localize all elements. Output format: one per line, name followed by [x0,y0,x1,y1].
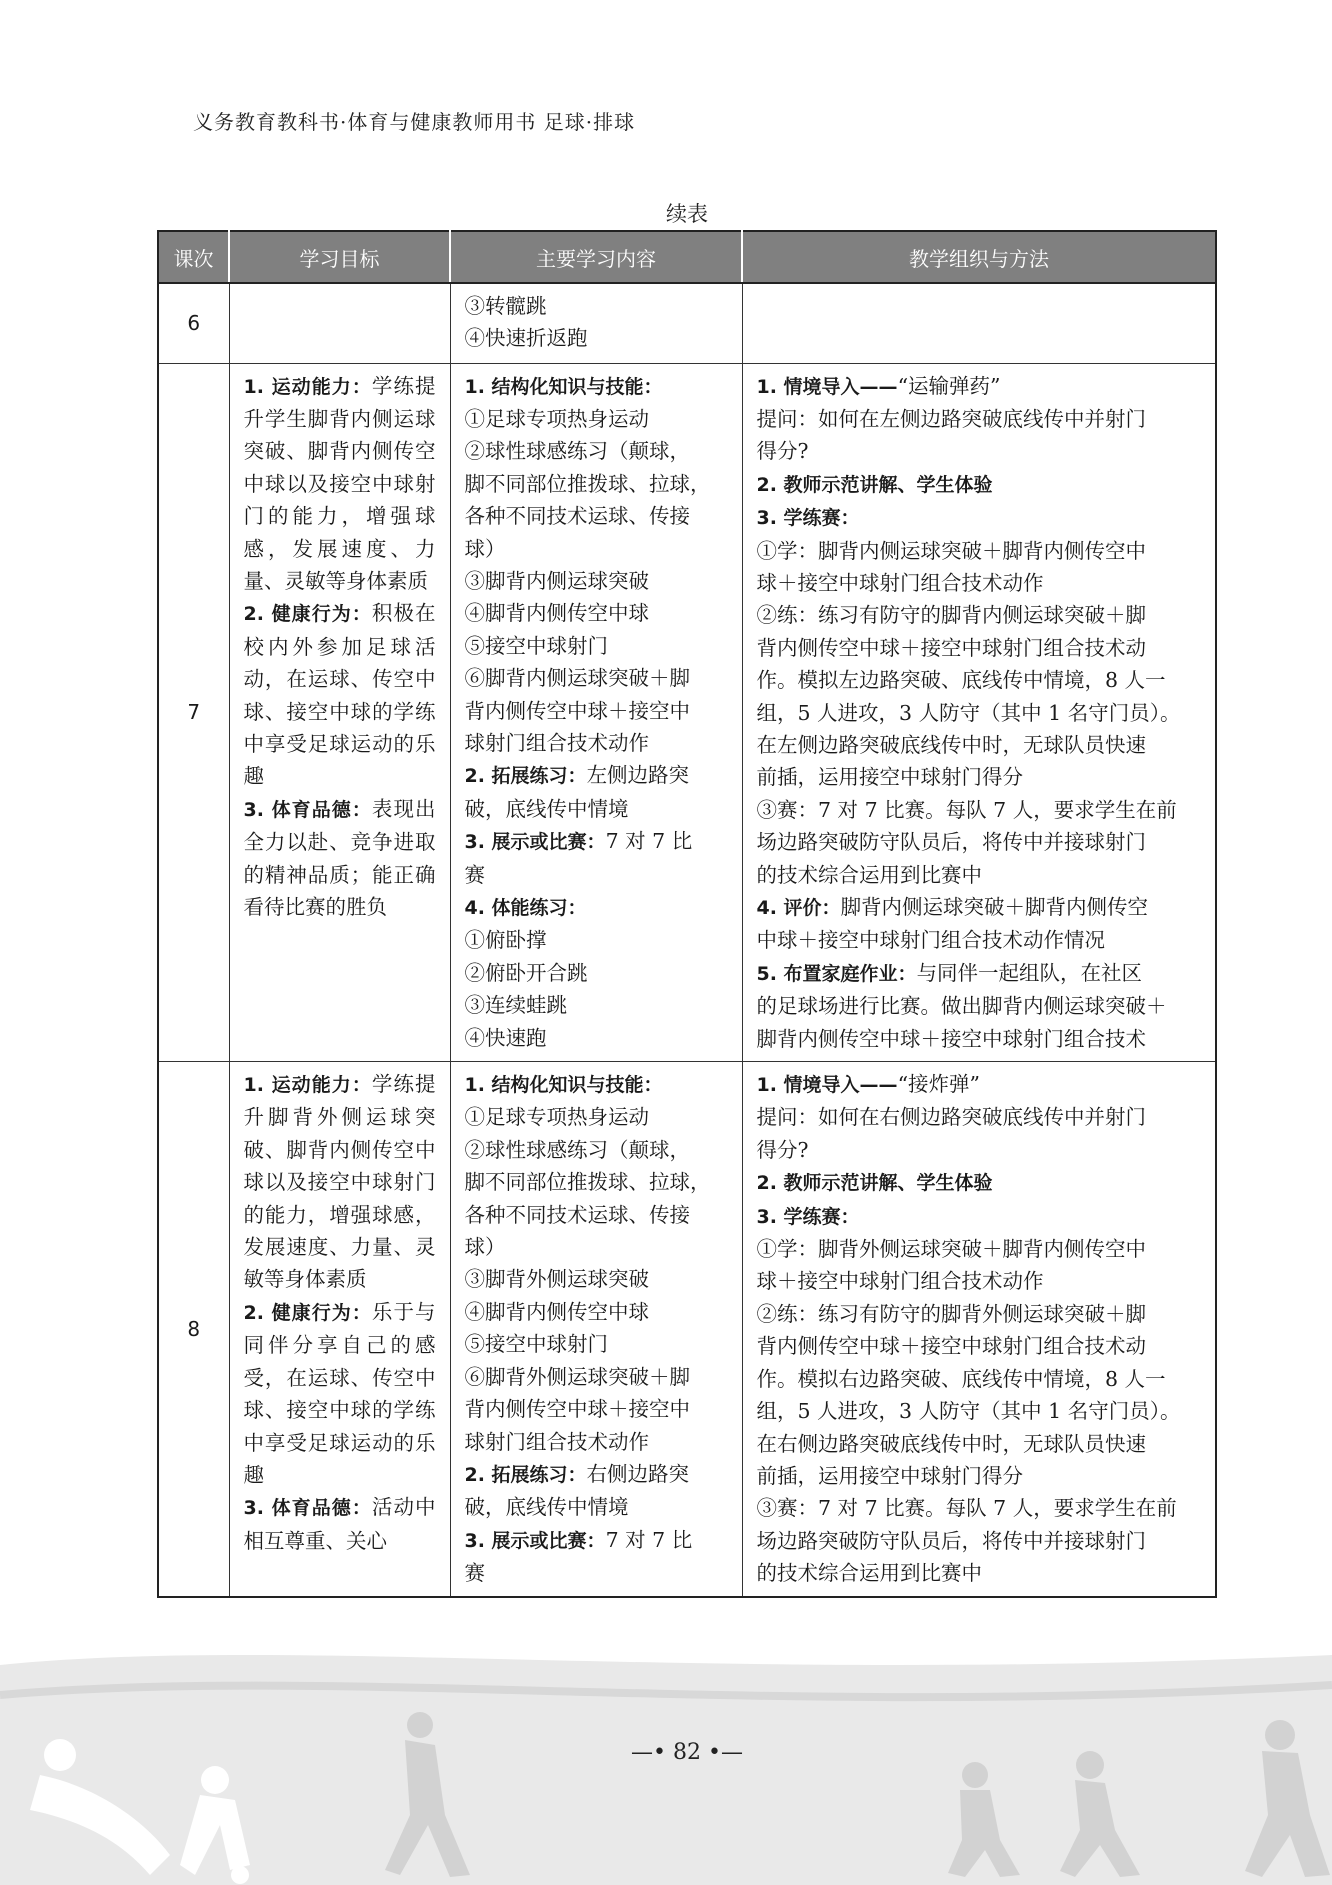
content-line [465,989,728,1021]
page-number-value: 82 [673,1740,701,1765]
content-line-text: ④脚背内侧传空中球 [464,601,649,626]
method-line-text: 在左侧边路突破底线传中时，无球队员快速 [756,732,1146,757]
method-line-text: 得分? [756,1137,809,1162]
content-line-heading: 4. 体能练习： [464,897,587,919]
teaching-methods-cell [742,363,1216,1062]
content-line: ③转髋跳 [464,294,547,318]
method-line [757,990,1202,1022]
method-line [757,697,1202,729]
content-line-text: 各种不同技术运球、传接 [464,504,690,529]
method-line [757,403,1202,435]
col-header-methods: 教学组织与方法 [742,231,1216,283]
goal-heading: 1. 运动能力： [243,1074,372,1097]
method-line [757,1330,1202,1362]
content-line-heading: 1. 结构化知识与技能： [464,375,663,398]
method-line [757,1200,1202,1233]
goal-heading: 3. 体育品德： [243,798,372,821]
content-line [465,662,728,694]
lesson-plan-table [157,230,1217,1598]
method-line [757,370,1202,403]
method-line-text: ①学：脚背外侧运球突破＋脚背内侧传空中 [756,1237,1146,1262]
method-line [757,1525,1202,1557]
method-line-heading: 2. 教师示范讲解、学生体验 [756,473,993,496]
content-line-text: ④快速跑 [464,1025,547,1050]
method-line-text: 脚背内侧传空中球＋接空中球射门组合技术 [756,1026,1146,1051]
method-line-text: 作。模拟左边路突破、底线传中情境，8 人一 [756,668,1166,693]
goal-item [244,370,436,598]
content-line [465,403,728,435]
method-line [757,1023,1202,1055]
goal-heading: 2. 健康行为： [243,603,372,626]
method-line [757,567,1202,599]
content-line-text: 球射门组合技术动作 [464,730,649,755]
content-line [465,727,728,759]
goal-item [244,1296,436,1491]
method-line-text: 的技术综合运用到比赛中 [756,862,982,887]
content-line-text: ④脚背内侧传空中球 [464,1299,649,1324]
method-line-text: 中球＋接空中球射门组合技术动作情况 [756,928,1105,953]
method-line [757,761,1202,793]
page-number-dash-right: •— [708,1740,743,1765]
method-line [757,1395,1202,1427]
learning-goals-cell [229,283,450,363]
method-line [757,1166,1202,1199]
content-line [465,1134,728,1166]
content-line-text: ③脚背外侧运球突破 [464,1267,649,1292]
content-line-text: ③连续蛙跳 [464,993,567,1018]
lesson-number-cell: 6 [158,283,229,363]
content-line-text: 背内侧传空中球＋接空中 [464,698,690,723]
content-line [465,859,728,891]
method-line [757,924,1202,956]
content-line [465,1296,728,1328]
content-line-text: 各种不同技术运球、传接 [464,1202,690,1227]
method-line [757,859,1202,891]
goal-text: 积极在校内外参加足球活动，在运球、传空中球、接空中球的学练中享受足球运动的乐趣 [243,601,436,789]
content-line [465,468,728,500]
content-line-text: 脚不同部位推拨球、拉球， [464,471,711,496]
content-line [465,630,728,662]
content-line [465,759,728,792]
learning-content-cell [450,283,742,363]
content-line-text: ⑥脚背内侧运球突破＋脚 [464,666,690,691]
method-line-heading: 1. 情境导入—— [756,1074,898,1097]
content-line-text: ①足球专项热身运动 [464,1105,649,1130]
content-line-heading: 1. 结构化知识与技能： [464,1074,663,1097]
method-line [757,1298,1202,1330]
method-line [757,1460,1202,1492]
method-line-heading: 5. 布置家庭作业： [756,962,917,985]
method-line [757,1134,1202,1166]
content-line-text: 7 对 7 比 [605,1527,693,1552]
method-line [757,1363,1202,1395]
method-line [757,535,1202,567]
content-line-text: ②俯卧开合跳 [464,960,588,985]
content-line [465,597,728,629]
table-header-row [158,231,1216,283]
content-line-text: 右侧边路突 [586,1461,690,1486]
goal-text: 学练提升脚背外侧运球突破、脚背内侧传空中球以及接空中球射门的能力，增强球感，发展速度、力量、灵敏等身体素质 [243,1072,436,1292]
method-line-text: ③赛：7 对 7 比赛。每队 7 人，要求学生在前 [756,1496,1177,1521]
col-header-lesson: 课次 [158,231,229,283]
content-line [465,435,728,467]
method-line-heading: 1. 情境导入—— [756,375,898,398]
method-line [757,599,1202,631]
content-line [465,1068,728,1101]
method-line-text: 作。模拟右边路突破、底线传中情境，8 人一 [756,1366,1166,1391]
learning-content-cell [450,363,742,1062]
content-line-text: 赛 [464,862,485,887]
method-line [757,1428,1202,1460]
method-line [757,501,1202,534]
method-line [757,1101,1202,1133]
content-line-text: 左侧边路突 [586,763,690,788]
method-line-text: 与同伴一起组队，在社区 [916,960,1143,985]
page-number-dash-left: —• [631,1740,666,1765]
method-line-text: 在右侧边路突破底线传中时，无球队员快速 [756,1431,1146,1456]
content-line [465,1393,728,1425]
content-line-text: ⑤接空中球射门 [464,633,608,658]
content-line [465,957,728,989]
content-line-text: ②球性球感练习（颠球， [464,1137,690,1162]
method-line-text: 得分? [756,439,809,464]
content-line-heading: 3. 展示或比赛： [464,831,606,854]
content-line-text: 7 对 7 比 [605,829,693,854]
method-line-text: ③赛：7 对 7 比赛。每队 7 人，要求学生在前 [756,797,1177,822]
content-line-text: ⑤接空中球射门 [464,1332,608,1357]
content-line-text: ⑥脚背外侧运球突破＋脚 [464,1364,690,1389]
table-row-lesson-8 [158,1062,1216,1597]
method-line [757,826,1202,858]
method-line-heading: 4. 评价： [756,897,841,919]
content-line-text: ①足球专项热身运动 [464,406,649,431]
content-line-text: ②球性球感练习（颠球， [464,439,690,464]
content-line [465,1491,728,1523]
method-line [757,957,1202,990]
method-line [757,794,1202,826]
content-line [465,1199,728,1231]
method-line-text: 组，5 人进攻，3 人防守（其中 1 名守门员）。 [756,700,1181,725]
col-header-content: 主要学习内容 [450,231,742,283]
method-line [757,891,1202,924]
method-line [757,435,1202,467]
method-line [757,1492,1202,1524]
method-line-heading: 3. 学练赛： [756,507,860,530]
page-number [0,1740,1332,1765]
lesson-number-cell: 7 [158,363,229,1062]
method-line-text: 球＋接空中球射门组合技术动作 [756,1269,1044,1294]
content-line [465,1524,728,1557]
method-line-text: 场边路突破防守队员后，将传中并接球射门 [756,1528,1146,1553]
method-line-text: 组，5 人进攻，3 人防守（其中 1 名守门员）。 [756,1399,1181,1424]
goal-item [244,1068,436,1296]
method-line-text: 前插，运用接空中球射门得分 [756,1463,1023,1488]
col-header-goals: 学习目标 [229,231,450,283]
running-header: 义务教育教科书·体育与健康教师用书 足球·排球 [193,110,636,134]
content-line-text: 球） [464,536,506,561]
content-line [465,565,728,597]
content-line-heading: 2. 拓展练习： [464,765,587,788]
content-line [465,1166,728,1198]
content-line-text: 背内侧传空中球＋接空中 [464,1397,690,1422]
table-row-lesson-6 [158,283,1216,363]
content-line-text: 赛 [464,1561,485,1586]
method-line-text: 的足球场进行比赛。做出脚背内侧运球突破＋ [756,994,1167,1019]
content-line [465,370,728,403]
method-line [757,664,1202,696]
method-line-text: 球＋接空中球射门组合技术动作 [756,570,1044,595]
content-line-text: ③脚背内侧运球突破 [464,568,649,593]
content-line-text: 球射门组合技术动作 [464,1429,649,1454]
method-line-text: 提问：如何在右侧边路突破底线传中并射门 [756,1105,1146,1130]
method-line-text: 的技术综合运用到比赛中 [756,1561,982,1586]
lesson-number-cell: 8 [158,1062,229,1597]
content-line [465,924,728,956]
teaching-methods-cell [742,283,1216,363]
method-line-text: 脚背内侧运球突破＋脚背内侧传空 [840,895,1149,919]
learning-goals-cell [229,363,450,1062]
goal-heading: 2. 健康行为： [243,1301,372,1324]
goal-item [244,597,436,792]
method-line-heading: 3. 学练赛： [756,1205,860,1228]
learning-content-cell [450,1062,742,1597]
goal-text: 学练提升学生脚背内侧运球突破、脚背内侧传空中球以及接空中球射门的能力，增强球感，发展速度、力量、灵敏等身体素质 [243,373,436,593]
content-line [465,1231,728,1263]
method-line [757,632,1202,664]
method-line-text: 提问：如何在左侧边路突破底线传中并射门 [756,406,1146,431]
method-line [757,1557,1202,1589]
content-line [465,1022,728,1054]
method-line-text: “接炸弹” [897,1072,981,1097]
method-line [757,468,1202,501]
content-line [465,891,728,924]
content-line [465,1263,728,1295]
goal-heading: 1. 运动能力： [243,375,372,398]
goal-item [244,793,436,924]
method-line-text: 背内侧传空中球＋接空中球射门组合技术动 [756,1334,1146,1359]
goal-text: 乐于与同伴分享自己的感受，在运球、传空中球、接空中球的学练中享受足球运动的乐趣 [243,1299,436,1487]
goal-text: 表现出全力以赴、竞争进取的精神品质；能正确看待比赛的胜负 [243,796,436,919]
method-line-text: “运输弹药” [897,373,1001,398]
content-line [465,1101,728,1133]
content-line-text: 破，底线传中情境 [464,1495,629,1520]
method-line [757,1265,1202,1297]
content-line [465,1426,728,1458]
content-line [465,533,728,565]
table-caption: 续表 [666,202,708,226]
goal-text: 活动中相互尊重、关心 [243,1495,436,1553]
content-line-heading: 2. 拓展练习： [464,1463,587,1486]
content-line: ④快速折返跑 [464,326,588,351]
content-line-text: 破，底线传中情境 [464,796,629,821]
content-line-text: ①俯卧撑 [464,928,547,953]
method-line-heading: 2. 教师示范讲解、学生体验 [756,1172,993,1195]
teaching-methods-cell [742,1062,1216,1597]
content-line [465,500,728,532]
content-line [465,1328,728,1360]
goal-heading: 3. 体育品德： [243,1497,372,1520]
table-row-lesson-7 [158,363,1216,1062]
method-line [757,729,1202,761]
content-line-text: 球） [464,1235,506,1260]
method-line-text: ②练：练习有防守的脚背外侧运球突破＋脚 [756,1301,1146,1326]
content-line-heading: 3. 展示或比赛： [464,1529,606,1552]
content-line [465,793,728,825]
method-line-text: ②练：练习有防守的脚背内侧运球突破＋脚 [756,603,1146,628]
content-line [465,1361,728,1393]
method-line-text: 背内侧传空中球＋接空中球射门组合技术动 [756,635,1146,660]
method-line [757,1233,1202,1265]
content-line [465,825,728,858]
method-line-text: ①学：脚背内侧运球突破＋脚背内侧传空中 [756,538,1146,563]
method-line-text: 场边路突破防守队员后，将传中并接球射门 [756,830,1146,855]
content-line-text: 脚不同部位推拨球、拉球， [464,1170,711,1195]
method-line-text: 前插，运用接空中球射门得分 [756,765,1023,790]
goal-item [244,1491,436,1557]
method-line [757,1068,1202,1101]
content-line [465,1458,728,1491]
content-line [465,1557,728,1589]
content-line [465,695,728,727]
learning-goals-cell [229,1062,450,1597]
